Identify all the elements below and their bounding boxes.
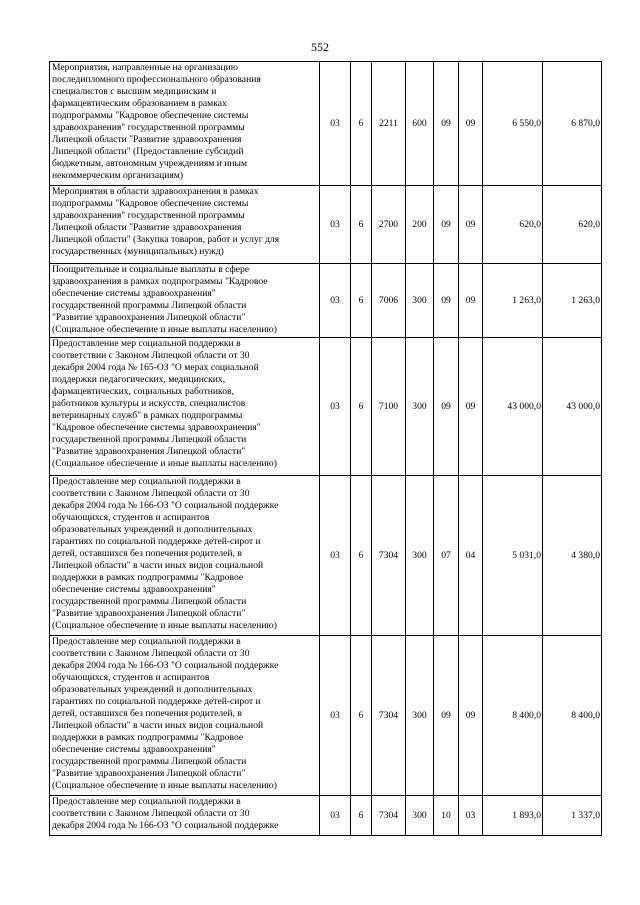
table-row: [50, 476, 602, 636]
description-line: специалистов с высшим медицинским и: [52, 86, 217, 97]
description-line: "Развитие здравоохранения Липецкой области": [52, 446, 246, 457]
description-line: Мероприятия в области здравоохранения в рамках: [52, 186, 259, 197]
row-description: [50, 338, 320, 476]
description-line: поддержки в рамках подпрограммы "Кадровое: [52, 732, 244, 743]
expense-type-code: 200: [406, 186, 434, 264]
description-line: ветеринарных служб" в рамках подпрограммы: [52, 410, 243, 421]
table-row: [50, 636, 602, 796]
description-line: "Развитие здравоохранения Липецкой области": [52, 768, 246, 779]
row-description: [50, 476, 320, 636]
description-line: Липецкой области "Развитие здравоохранения: [52, 222, 242, 233]
description-line: обеспечение системы здравоохранения": [52, 744, 216, 755]
description-line: поддержки в рамках подпрограммы "Кадровое: [52, 572, 244, 583]
expense-type-code: 300: [406, 476, 434, 636]
amount-year-2: 6 870,0: [543, 62, 602, 186]
row-description: [50, 636, 320, 796]
expense-type-code: 300: [406, 636, 434, 796]
description-line: (Социальное обеспечение и иные выплаты населению): [52, 620, 277, 631]
ministry-code: 03: [320, 62, 351, 186]
budget-table: [49, 61, 602, 836]
program-code: 6: [351, 796, 372, 836]
amount-year-1: 43 000,0: [483, 338, 543, 476]
expense-type-code: 300: [406, 796, 434, 836]
target-article-code: 2211: [372, 62, 406, 186]
description-line: декабря 2004 года № 166-ОЗ "О социальной поддержке: [52, 500, 279, 511]
description-line: обучающихся, студентов и аспирантов: [52, 512, 210, 523]
ministry-code: 03: [320, 476, 351, 636]
description-line: соответствии с Законом Липецкой области от 30: [52, 648, 250, 659]
subsection-code: 09: [459, 636, 483, 796]
budget-table-body: [50, 62, 602, 836]
program-code: 6: [351, 636, 372, 796]
description-line: гарантиях по социальной поддержке детей-сирот и: [52, 696, 261, 707]
table-row: [50, 186, 602, 264]
description-line: детей, оставшихся без попечения родителей, в: [52, 548, 242, 559]
description-line: Липецкой области" в части иных видов социальной: [52, 560, 264, 571]
description-line: образовательных учреждений и дополнительных: [52, 524, 253, 535]
description-line: "Развитие здравоохранения Липецкой области": [52, 608, 246, 619]
description-line: Поощрительные и социальные выплаты в сфере: [52, 264, 250, 275]
description-line: фармацевтических, социальных работников,: [52, 386, 234, 397]
program-code: 6: [351, 62, 372, 186]
section-code: 09: [434, 186, 459, 264]
ministry-code: 03: [320, 264, 351, 338]
subsection-code: 03: [459, 796, 483, 836]
row-description: [50, 62, 320, 186]
description-line: (Социальное обеспечение и иные выплаты населению): [52, 458, 277, 469]
description-line: декабря 2004 года № 165-ОЗ "О мерах социальной: [52, 362, 259, 373]
description-line: государственной программы Липецкой области: [52, 596, 247, 607]
description-line: Предоставление мер социальной поддержки в: [52, 476, 241, 487]
description-line: Липецкой области" (Закупка товаров, работ и услуг для: [52, 234, 280, 245]
row-description: [50, 186, 320, 264]
description-line: Предоставление мер социальной поддержки в: [52, 338, 241, 349]
expense-type-code: 600: [406, 62, 434, 186]
target-article-code: 7006: [372, 264, 406, 338]
target-article-code: 7304: [372, 796, 406, 836]
description-line: Предоставление мер социальной поддержки в: [52, 636, 241, 647]
amount-year-1: 620,0: [483, 186, 543, 264]
program-code: 6: [351, 264, 372, 338]
table-row: [50, 796, 602, 836]
section-code: 10: [434, 796, 459, 836]
amount-year-2: 1 337,0: [543, 796, 602, 836]
description-line: Липецкой области "Развитие здравоохранения: [52, 134, 242, 145]
section-code: 09: [434, 264, 459, 338]
description-line: здравоохранения" государственной программы: [52, 122, 245, 133]
description-line: подпрограммы "Кадровое обеспечение системы: [52, 110, 249, 121]
description-line: декабря 2004 года № 166-ОЗ "О социальной поддержке: [52, 660, 279, 671]
expense-type-code: 300: [406, 264, 434, 338]
page-number: 552: [311, 40, 329, 54]
ministry-code: 03: [320, 636, 351, 796]
amount-year-1: 1 263,0: [483, 264, 543, 338]
description-line: Липецкой области" в части иных видов социальной: [52, 720, 264, 731]
description-line: обеспечение системы здравоохранения": [52, 288, 216, 299]
description-line: последипломного профессионального образования: [52, 74, 261, 85]
description-line: обучающихся, студентов и аспирантов: [52, 672, 210, 683]
amount-year-2: 43 000,0: [543, 338, 602, 476]
description-line: Предоставление мер социальной поддержки в: [52, 796, 241, 807]
description-line: работников культуры и искусств, специалистов: [52, 398, 246, 409]
program-code: 6: [351, 476, 372, 636]
table-row: [50, 264, 602, 338]
description-line: Липецкой области" (Предоставление субсидий: [52, 146, 244, 157]
description-line: государственных (муниципальных) нужд): [52, 246, 224, 257]
description-line: (Социальное обеспечение и иные выплаты населению): [52, 324, 277, 335]
ministry-code: 03: [320, 338, 351, 476]
program-code: 6: [351, 338, 372, 476]
description-line: соответствии с Законом Липецкой области от 30: [52, 488, 250, 499]
description-line: государственной программы Липецкой области: [52, 756, 247, 767]
description-line: государственной программы Липецкой области: [52, 300, 247, 311]
description-line: обеспечение системы здравоохранения": [52, 584, 216, 595]
amount-year-1: 1 893,0: [483, 796, 543, 836]
description-line: здравоохранения в рамках подпрограммы "Кадровое: [52, 276, 268, 287]
description-line: декабря 2004 года № 166-ОЗ "О социальной поддержке: [52, 820, 279, 831]
description-line: соответствии с Законом Липецкой области от 30: [52, 808, 250, 819]
amount-year-1: 5 031,0: [483, 476, 543, 636]
amount-year-2: 620,0: [543, 186, 602, 264]
subsection-code: 09: [459, 62, 483, 186]
description-line: подпрограммы "Кадровое обеспечение системы: [52, 198, 249, 209]
amount-year-1: 8 400,0: [483, 636, 543, 796]
row-description: [50, 264, 320, 338]
description-line: (Социальное обеспечение и иные выплаты населению): [52, 780, 277, 791]
program-code: 6: [351, 186, 372, 264]
description-line: некоммерческим организациям): [52, 170, 184, 181]
section-code: 07: [434, 476, 459, 636]
section-code: 09: [434, 62, 459, 186]
description-line: государственной программы Липецкой области: [52, 434, 247, 445]
description-line: детей, оставшихся без попечения родителей, в: [52, 708, 242, 719]
subsection-code: 09: [459, 338, 483, 476]
description-line: гарантиях по социальной поддержке детей-сирот и: [52, 536, 261, 547]
target-article-code: 2700: [372, 186, 406, 264]
expense-type-code: 300: [406, 338, 434, 476]
description-line: образовательных учреждений и дополнительных: [52, 684, 253, 695]
subsection-code: 09: [459, 264, 483, 338]
amount-year-2: 1 263,0: [543, 264, 602, 338]
description-line: соответствии с Законом Липецкой области от 30: [52, 350, 250, 361]
amount-year-2: 8 400,0: [543, 636, 602, 796]
section-code: 09: [434, 636, 459, 796]
subsection-code: 09: [459, 186, 483, 264]
table-row: [50, 62, 602, 186]
table-row: [50, 338, 602, 476]
target-article-code: 7304: [372, 476, 406, 636]
description-line: фармацевтическим образованием в рамках: [52, 98, 227, 109]
description-line: Мероприятия, направленные на организацию: [52, 62, 238, 73]
ministry-code: 03: [320, 186, 351, 264]
amount-year-2: 4 380,0: [543, 476, 602, 636]
ministry-code: 03: [320, 796, 351, 836]
description-line: "Кадровое обеспечение системы здравоохранения": [52, 422, 261, 433]
target-article-code: 7304: [372, 636, 406, 796]
target-article-code: 7100: [372, 338, 406, 476]
amount-year-1: 6 550,0: [483, 62, 543, 186]
description-line: "Развитие здравоохранения Липецкой области": [52, 312, 246, 323]
description-line: поддержки педагогических, медицинских,: [52, 374, 226, 385]
section-code: 09: [434, 338, 459, 476]
description-line: бюджетным, автономным учреждениям и иным: [52, 158, 248, 169]
subsection-code: 04: [459, 476, 483, 636]
description-line: здравоохранения" государственной программы: [52, 210, 245, 221]
row-description: [50, 796, 320, 836]
